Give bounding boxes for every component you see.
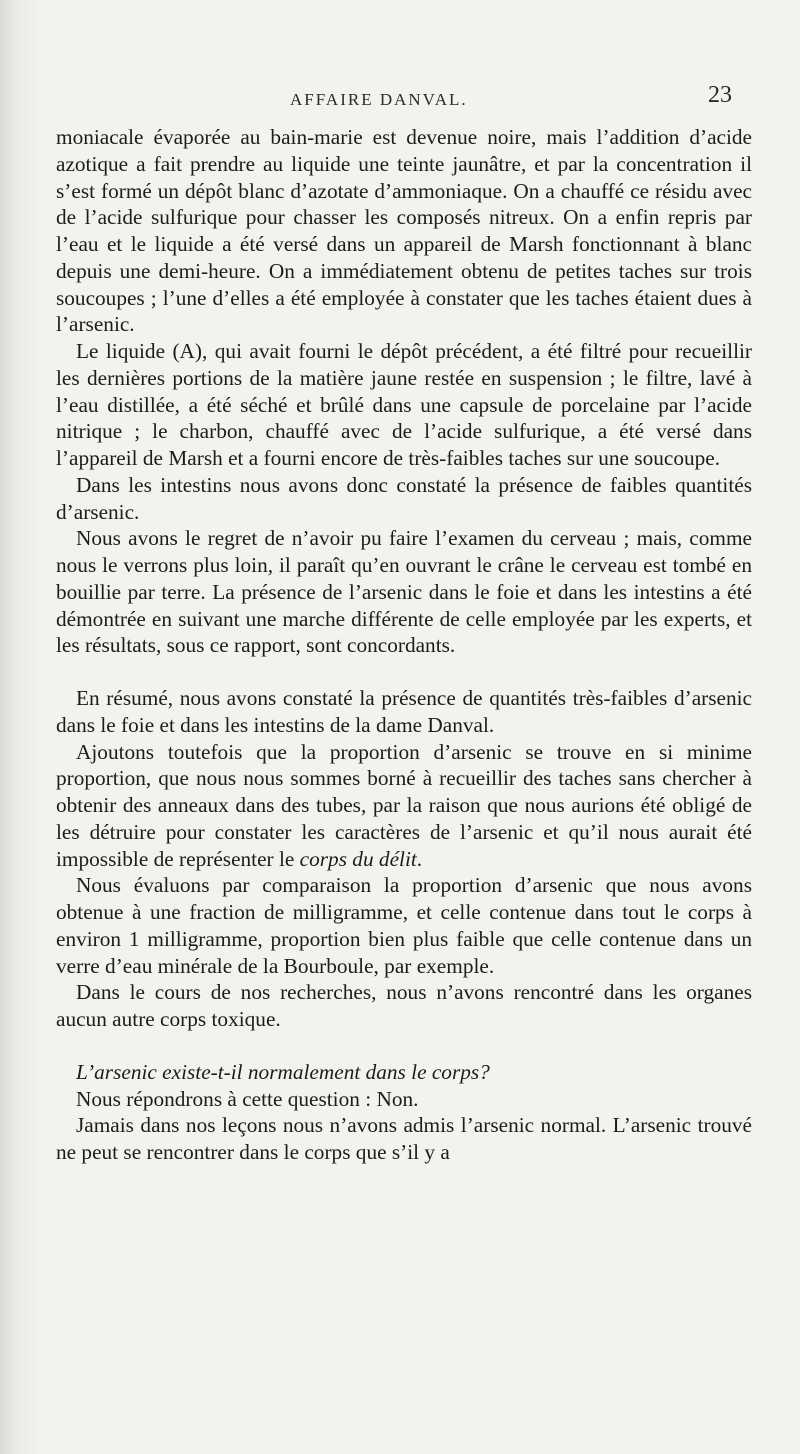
running-head bbox=[0, 82, 800, 120]
paragraph-6-text: Ajoutons toutefois que la proportion d’arsenic se trouve en si minime proportion, que nous nous sommes borné à recueillir des taches sans chercher à obtenir des anneaux dans des tubes, par la raison que nous aurions été obligé de les détruire pour constater les caractères de l’arsenic et qu’il nous aurait été impossible de représenter le bbox=[56, 739, 752, 871]
paragraph-5: En résumé, nous avons constaté la présence de quantités très-faibles d’arsenic dans le foie et dans les intestins de la dame Danval. bbox=[56, 686, 752, 737]
paragraph-6 bbox=[56, 739, 752, 873]
section-question: L’arsenic existe-t-il normalement dans le corps? bbox=[76, 1059, 490, 1084]
paragraph-11: Jamais dans nos leçons nous n’avons admis l’arsenic normal. L’arsenic trouvé ne peut se rencontrer dans le corps que s’il y a bbox=[56, 1113, 752, 1164]
paragraph-6-emphasis: corps du délit bbox=[299, 846, 417, 871]
paragraph-10: Nous répondrons à cette question : Non. bbox=[76, 1086, 419, 1111]
running-title: AFFAIRE DANVAL. bbox=[290, 90, 468, 109]
page-number: 23 bbox=[708, 82, 732, 108]
paragraph-1: moniacale évaporée au bain-marie est devenue noire, mais l’addition d’acide azotique a fait prendre au liquide une teinte jaunâtre, et par la concentration il s’est formé un dépôt blanc d’azotate d’ammoniaque. On a chauffé ce résidu avec de l’acide sulfurique pour chasser les composés nitreux. On a enfin repris par l’eau et le liquide a été versé dans un appareil de Marsh fonctionnant à blanc depuis une demi-heure. On a immédiatement obtenu de petites taches sur trois soucoupes ; l’une d’elles a été employée à constater que les taches étaient dues à l’arsenic. bbox=[56, 125, 752, 337]
paragraph-6-end: . bbox=[416, 846, 423, 871]
paragraph-8: Dans le cours de nos recherches, nous n’avons rencontré dans les organes aucun autre corps toxique. bbox=[56, 980, 752, 1031]
paragraph-2: Le liquide (A), qui avait fourni le dépôt précédent, a été filtré pour recueillir les dernières portions de la matière jaune restée en suspension ; le filtre, lavé à l’eau distillée, a été séché et brûlé dans une capsule de porcelaine par l’acide nitrique ; le charbon, chauffé avec de l’acide sulfurique, a été versé dans l’appareil de Marsh et a fourni encore de très-faibles taches sur une soucoupe. bbox=[56, 339, 752, 470]
paragraph-7: Nous évaluons par comparaison la proportion d’arsenic que nous avons obtenue à une fraction de milligramme, et celle contenue dans tout le corps à environ 1 milligramme, proportion bien plus faible que celle contenue dans un verre d’eau minérale de la Bourboule, par exemple. bbox=[56, 873, 752, 978]
body-text bbox=[56, 124, 752, 1166]
paragraph-4: Nous avons le regret de n’avoir pu faire l’examen du cerveau ; mais, comme nous le verrons plus loin, il paraît qu’en ouvrant le crâne le cerveau est tombé en bouillie par terre. La présence de l’arsenic dans le foie et dans les intestins a été démontrée en suivant une marche différente de celle employée par les experts, et les résultats, sous ce rapport, sont concordants. bbox=[56, 526, 752, 658]
paragraph-3: Dans les intestins nous avons donc constaté la présence de faibles quantités d’arsenic. bbox=[56, 472, 752, 524]
